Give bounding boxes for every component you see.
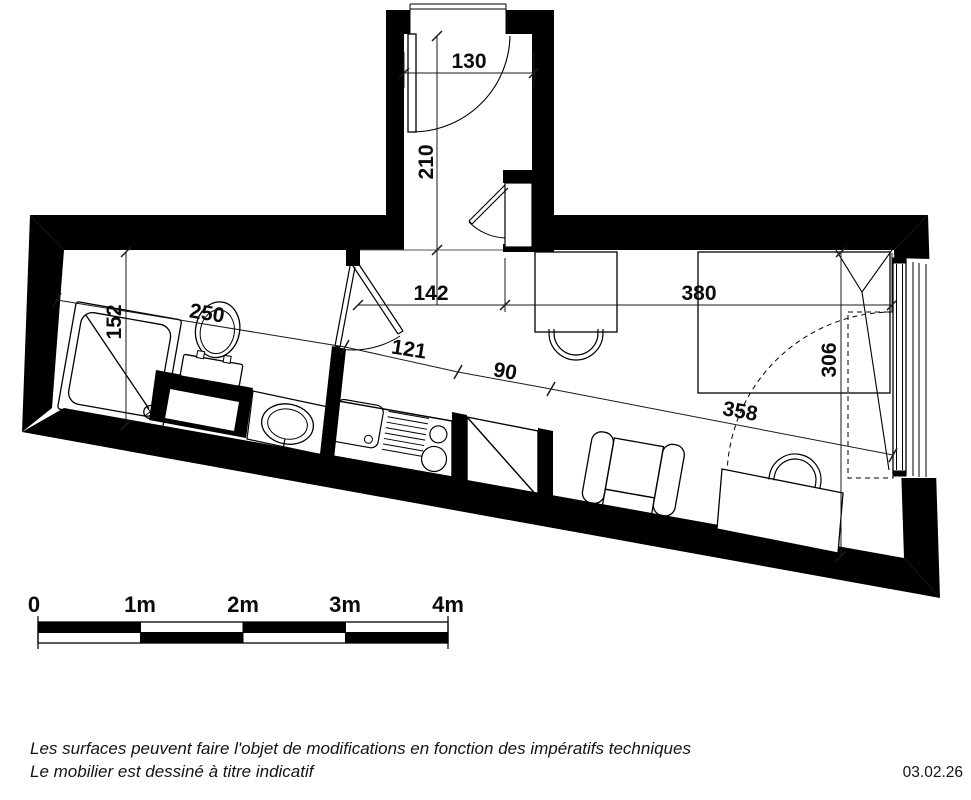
wall-hall-left	[386, 10, 404, 250]
footer	[30, 739, 963, 781]
cabinet-side-wall	[538, 428, 553, 500]
window-swing-dashed-arc	[727, 312, 893, 478]
bathroom-door-open-leaf	[353, 263, 403, 334]
kitchen-drainer-lines	[382, 411, 429, 456]
toilet-hinge-right	[223, 355, 231, 363]
scale-seg-bottom-1	[38, 633, 141, 644]
tall-cabinet	[467, 417, 538, 497]
armchair-right-arm	[652, 443, 686, 518]
bathroom-door-closed-leaf	[335, 266, 355, 347]
closet-door	[469, 185, 508, 238]
scale-label-2m: 2m	[227, 592, 259, 617]
scale-label-3m: 3m	[329, 592, 361, 617]
entrance-door-leaf	[408, 34, 416, 132]
wall-left	[22, 215, 64, 432]
dim-hall-opening: 142	[413, 282, 449, 305]
scale-seg-bottom-2	[141, 633, 244, 644]
dim-entry-hall-depth: 210	[415, 144, 438, 180]
bathroom-lower-wall	[320, 346, 346, 459]
dim-room-width: 306	[818, 342, 841, 378]
scale-label-4m: 4m	[432, 592, 464, 617]
scale-seg-top-2	[141, 622, 244, 633]
desk-chair-back-inner	[554, 329, 598, 355]
dim-bathroom-width: 152	[103, 304, 126, 340]
scale-bar	[28, 592, 464, 649]
plan-date: 03.02.26	[902, 764, 963, 781]
scale-seg-top-4	[346, 622, 449, 633]
armchair-seat	[605, 438, 663, 498]
washbasin-bowl-inner	[265, 406, 310, 442]
toilet-hinge-left	[197, 351, 205, 359]
dim-room-diagonal: 358	[720, 397, 760, 426]
scale-label-0: 0	[27, 592, 41, 617]
dim-entry-door-width: 130	[451, 50, 487, 73]
desk	[535, 252, 617, 332]
wall-hall-right	[532, 10, 554, 252]
closet-door-swing-arc	[469, 222, 505, 238]
window-frame-cap-bottom	[893, 471, 906, 476]
scale-seg-top-3	[243, 622, 346, 633]
note-line-2: Le mobilier est dessiné à titre indicatif	[30, 762, 314, 781]
scale-label-1m: 1m	[124, 592, 156, 617]
armchair-left-arm	[581, 430, 615, 505]
note-line-1: Les surfaces peuvent faire l'objet de modifications en fonction des impératifs techniques	[30, 739, 691, 758]
dim-room-length: 380	[681, 282, 717, 305]
scale-seg-bottom-4	[346, 633, 449, 644]
scale-seg-top-1	[38, 622, 141, 633]
duct-niche-interior	[505, 183, 532, 247]
wall-top-left	[30, 215, 404, 250]
corner-splay-lines	[836, 250, 892, 470]
scale-seg-bottom-3	[243, 633, 346, 644]
dim-kitchen-left-run: 121	[389, 335, 429, 364]
kitchen-burner-large	[420, 444, 449, 473]
closet-door-leaf	[469, 185, 508, 224]
wall-top-right	[554, 215, 928, 250]
bed	[698, 252, 890, 393]
kitchen-divider-wall	[452, 412, 467, 490]
desk-chair	[549, 329, 603, 360]
washbasin-bowl	[258, 400, 316, 448]
wall-duct-cap	[503, 170, 535, 183]
dim-bathroom-length: 250	[187, 299, 227, 328]
dim-cabinet-width: 90	[491, 358, 519, 385]
kitchen-burner-small	[429, 424, 449, 444]
window-opening	[893, 258, 937, 478]
kitchen-sink-drain	[364, 435, 373, 444]
window-frame-cap-top	[893, 258, 906, 263]
